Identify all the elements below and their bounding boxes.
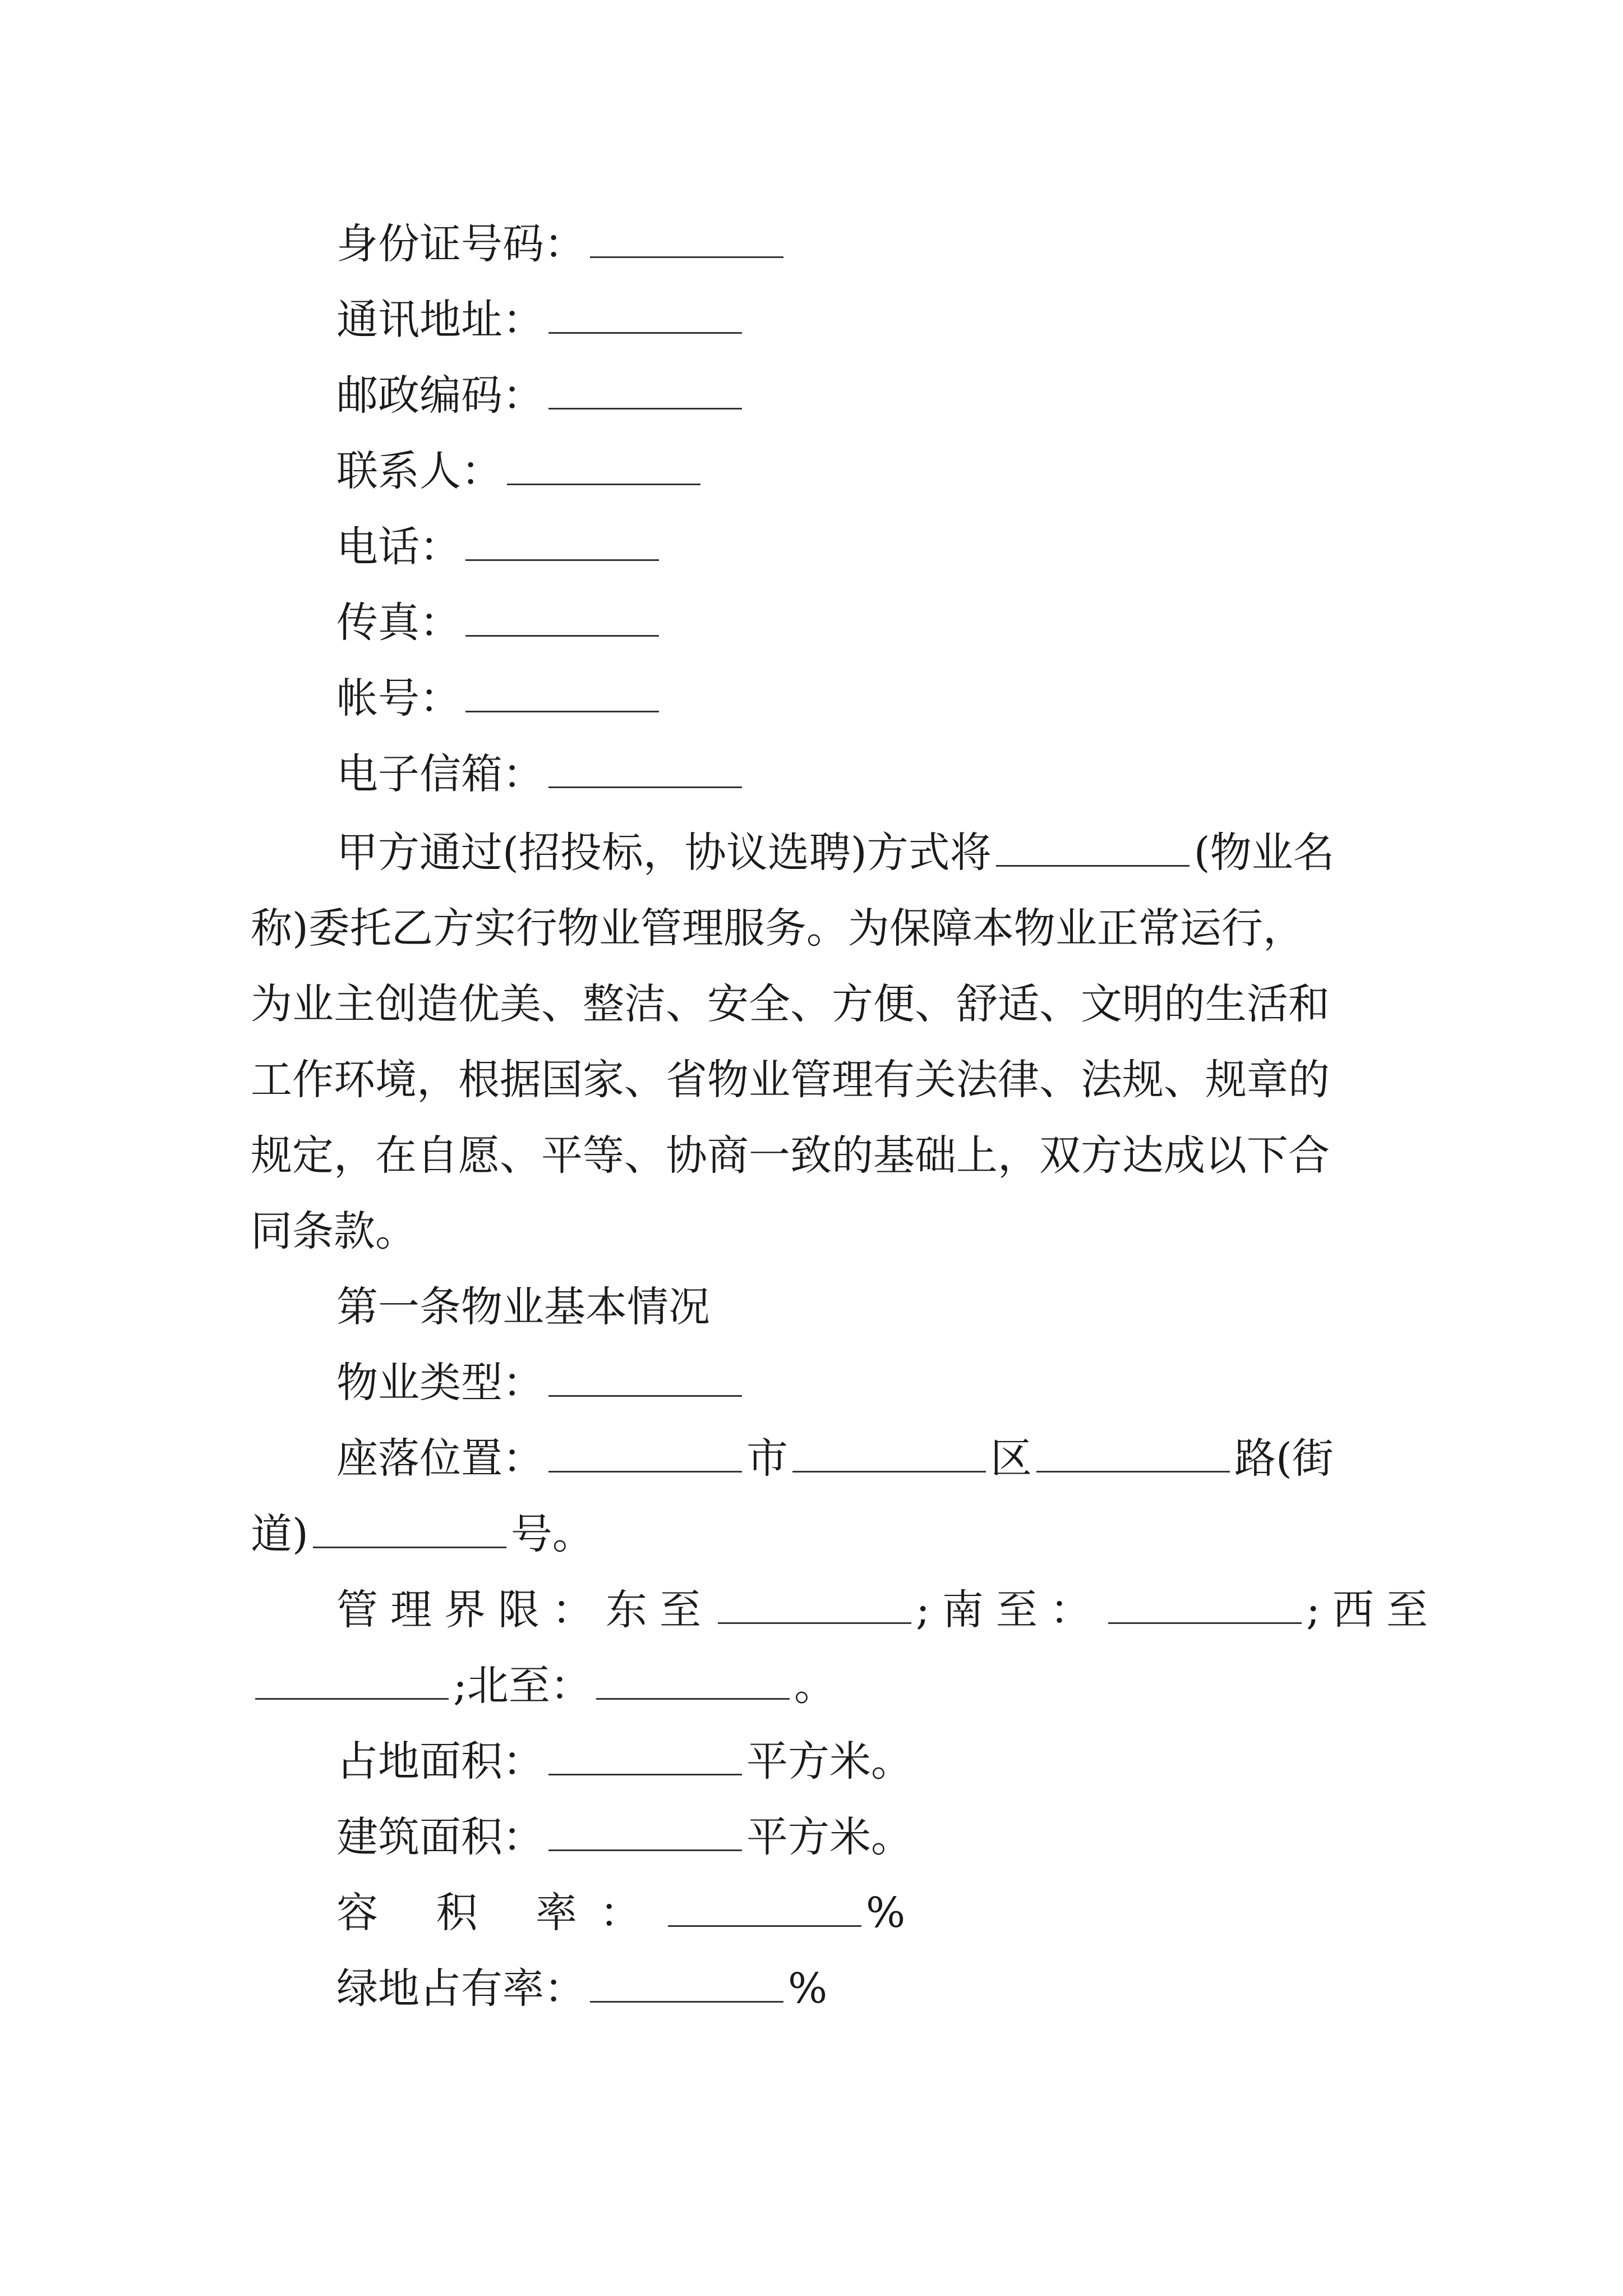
land-area-row	[0, 1731, 1623, 1792]
building-area-blank	[548, 1811, 742, 1851]
id-number-row	[0, 213, 1623, 275]
intro-text-1b: (物业名	[1193, 829, 1335, 877]
property-name-blank	[996, 827, 1189, 867]
land-area-blank	[548, 1736, 742, 1775]
intro-line-4: 工作环境，根据国家、省物业管理有关法律、法规、规章的	[251, 1056, 1330, 1104]
phone-label: 电话：	[336, 523, 461, 571]
phone-blank	[465, 521, 659, 561]
intro-line-1	[0, 822, 1623, 884]
email-row	[0, 743, 1623, 805]
property-type-blank	[548, 1357, 742, 1397]
contact-blank	[507, 445, 700, 485]
plot-ratio-unit: %	[866, 1889, 906, 1937]
postcode-row	[0, 365, 1623, 426]
green-ratio-label: 绿地占有率：	[336, 1964, 585, 2013]
intro-text-1a: 甲方通过(招投标，协议选聘)方式将	[336, 829, 992, 877]
green-ratio-unit: %	[788, 1964, 828, 2013]
contact-label: 联系人：	[336, 447, 502, 495]
email-blank	[548, 748, 742, 788]
district-suffix: 区	[990, 1434, 1032, 1483]
green-ratio-blank	[590, 1963, 783, 2003]
green-ratio-row	[0, 1958, 1623, 2019]
fax-label: 传真：	[336, 599, 461, 647]
id-number-label: 身份证号码：	[336, 220, 585, 268]
id-number-blank	[590, 218, 783, 258]
email-label: 电子信箱：	[336, 750, 544, 798]
plot-ratio-row	[0, 1882, 1623, 1944]
street-suffix: 道)	[251, 1510, 308, 1558]
road-suffix: 路(街	[1234, 1434, 1334, 1483]
account-label: 帐号：	[336, 674, 461, 723]
south-blank	[1108, 1584, 1302, 1624]
boundary-label: 管理界限：东至	[336, 1586, 713, 1634]
article-1-heading: 第一条物业基本情况	[336, 1283, 710, 1331]
boundary-end: 。	[794, 1662, 836, 1710]
address-blank	[548, 294, 742, 334]
intro-line-5: 规定，在自愿、平等、协商一致的基础上，双方达成以下合	[251, 1131, 1330, 1180]
contact-row	[0, 440, 1623, 502]
fax-row	[0, 592, 1623, 654]
road-blank	[1036, 1433, 1230, 1473]
number-blank	[313, 1508, 506, 1548]
boundary-row-1	[0, 1579, 1623, 1641]
account-blank	[465, 673, 659, 712]
city-suffix: 市	[746, 1434, 788, 1483]
building-area-unit: 平方米。	[746, 1813, 912, 1861]
fax-blank	[465, 597, 659, 637]
plot-ratio-blank	[668, 1887, 861, 1927]
location-row-2	[0, 1503, 1623, 1565]
address-label: 通讯地址：	[336, 296, 544, 344]
plot-ratio-label: 容 积 率：	[336, 1889, 664, 1937]
intro-line-6: 同条款。	[251, 1207, 417, 1255]
location-label: 座落位置：	[336, 1434, 544, 1483]
postcode-blank	[548, 370, 742, 409]
property-type-row	[0, 1352, 1623, 1414]
boundary-row-2	[0, 1655, 1623, 1717]
south-label: ;南至：	[916, 1586, 1104, 1634]
land-area-label: 占地面积：	[336, 1737, 544, 1786]
west-label: ;西至	[1306, 1586, 1440, 1634]
intro-line-2: 称)委托乙方实行物业管理服务。为保障本物业正常运行，	[251, 904, 1304, 953]
building-area-row	[0, 1806, 1623, 1868]
north-label: ;北至：	[453, 1662, 592, 1710]
city-blank	[548, 1433, 742, 1473]
address-row	[0, 289, 1623, 351]
building-area-label: 建筑面积：	[336, 1813, 544, 1861]
east-blank	[718, 1584, 911, 1624]
postcode-label: 邮政编码：	[336, 371, 544, 420]
property-type-label: 物业类型：	[336, 1359, 544, 1407]
district-blank	[792, 1433, 986, 1473]
west-blank	[255, 1660, 449, 1700]
north-blank	[596, 1660, 790, 1700]
phone-row	[0, 516, 1623, 578]
account-row	[0, 668, 1623, 729]
location-row-1	[0, 1428, 1623, 1489]
land-area-unit: 平方米。	[746, 1737, 912, 1786]
number-suffix: 号。	[510, 1510, 594, 1558]
intro-line-3: 为业主创造优美、整洁、安全、方便、舒适、文明的生活和	[251, 980, 1330, 1028]
